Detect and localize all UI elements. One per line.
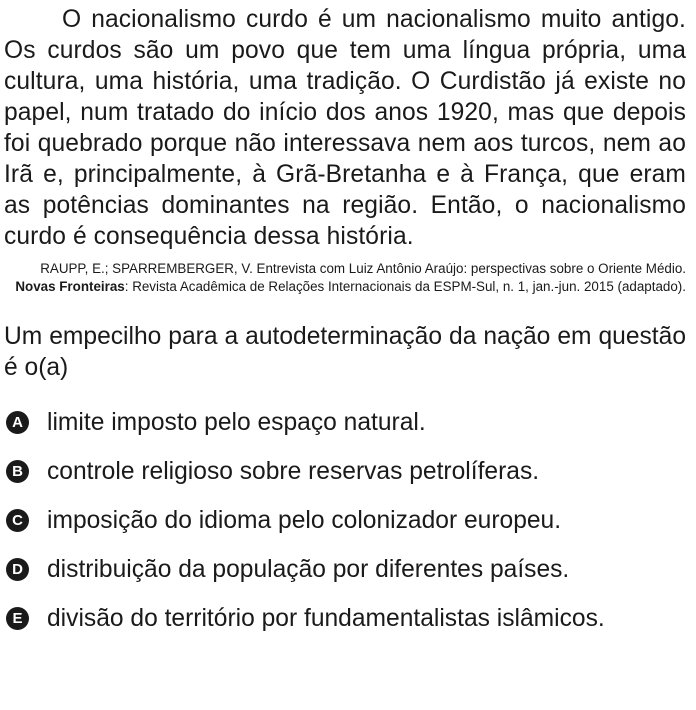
option-c-text: imposição do idioma pelo colonizador europeu. (47, 506, 562, 534)
option-a-letter-icon: A (6, 411, 29, 434)
answer-options (4, 398, 686, 643)
option-e-text: divisão do território por fundamentalistas islâmicos. (47, 604, 605, 632)
question-stem: Um empecilho para a autodeterminação da nação em questão é o(a) (4, 323, 686, 381)
option-c-letter-icon: C (6, 509, 29, 532)
citation-details: : Revista Acadêmica de Relações Internacionais da ESPM-Sul, n. 1, jan.-jun. 2015 (adaptado). (124, 278, 686, 294)
citation-authors: RAUPP, E.; SPARREMBERGER, V. Entrevista com Luiz Antônio Araújo: perspectivas sobre o Oriente Médio. (40, 261, 686, 276)
option-d[interactable] (4, 545, 686, 594)
option-a-text: limite imposto pelo espaço natural. (47, 408, 426, 436)
option-e[interactable] (4, 594, 686, 643)
option-e-letter-icon: E (6, 607, 29, 630)
option-d-text: distribuição da população por diferentes países. (47, 555, 570, 583)
option-a[interactable] (4, 398, 686, 447)
citation (4, 260, 686, 295)
option-c[interactable] (4, 496, 686, 545)
option-b[interactable] (4, 447, 686, 496)
citation-journal: Novas Fronteiras (15, 278, 125, 294)
passage-text: O nacionalismo curdo é um nacionalismo muito antigo. Os curdos são um povo que tem uma língua própria, uma cultura, uma história, uma tradição. O Curdistão já existe no papel, num tratado do início dos anos 1920, mas que depois foi quebrado porque não interessava nem aos turcos, nem ao Irã e, principalmente, à Grã-Bretanha e à França, que eram as potências dominantes na região. Então, o nacionalismo curdo é consequência dessa história. (4, 6, 686, 250)
option-b-letter-icon: B (6, 460, 29, 483)
option-d-letter-icon: D (6, 558, 29, 581)
option-b-text: controle religioso sobre reservas petrolíferas. (47, 457, 540, 485)
